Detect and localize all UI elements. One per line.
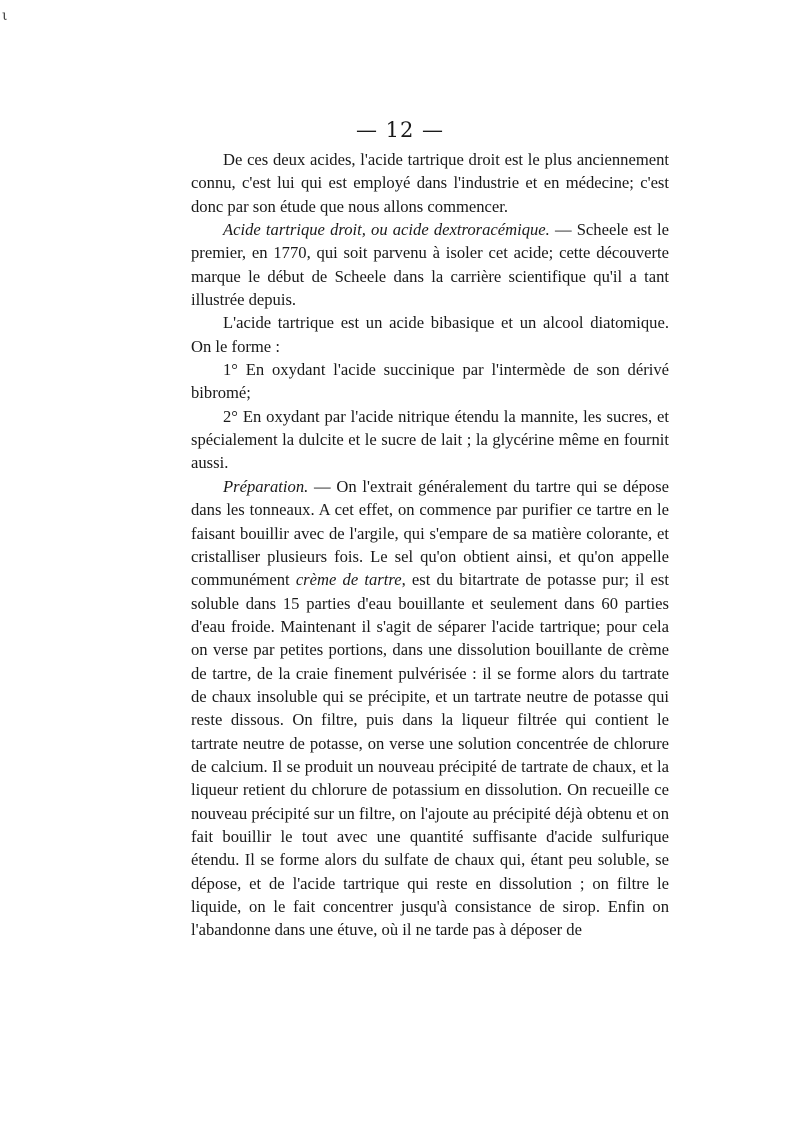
paragraph-2 bbox=[191, 218, 669, 311]
corner-mark: ι bbox=[2, 8, 8, 24]
section-heading-acide-tartrique: Acide tartrique droit, ou acide dextroracémique. bbox=[223, 220, 550, 240]
paragraph-6-part-b: , est du bitartrate de potasse pur; il est soluble dans 15 parties d'eau bouillante et seulement dans 60 parties d'eau froide. Maintenant il s'agit de séparer l'acide tartrique; pour cela on verse par petites portions, dans une dissolution bouillante de crème de tartre, de la craie finement pulvérisée : il se forme alors du tartrate de chaux insoluble qui se précipite, et un tartrate neutre de potasse qui reste dissous. On filtre, puis dans la liqueur filtrée qui contient le tartrate neutre de potasse, on verse une solution concentrée de chlorure de calcium. Il se produit un nouveau précipité de tartrate de chaux, et la liqueur retient du chlorure de potassium en dissolution. On recueille ce nouveau précipité sur un filtre, on l'ajoute au précipité déjà obtenu et on fait bouillir le tout avec une quantité suffisante d'acide sulfurique étendu. Il se forme alors du sulfate de chaux qui, étant peu soluble, se dépose, et de l'acide tartrique qui reste en dissolution ; on filtre le liquide, on le fait concentrer jusqu'à consistance de sirop. Enfin on l'abandonne dans une étuve, où il ne tarde pas à déposer de bbox=[191, 570, 669, 940]
paragraph-6-part-a: — On l'extrait généralement du tartre qui se dépose dans les tonneaux. A cet effet, on commence par purifier ce tartre en le faisant bouillir avec de l'argile, qui s'empare de sa matière colorante, et cristalliser plusieurs fois. Le sel qu'on obtient ainsi, et qu'on appelle communément bbox=[191, 476, 669, 590]
paragraph-2-body: — Scheele est le premier, en 1770, qui soit parvenu à isoler cet acide; cette découverte marque le début de Scheele dans la carrière scientifique qu'il a tant illustrée depuis. bbox=[191, 220, 669, 310]
page-number: — 12 — bbox=[355, 118, 445, 142]
section-heading-preparation: Préparation. bbox=[223, 476, 309, 496]
paragraph-6 bbox=[191, 475, 669, 942]
body-text bbox=[191, 148, 669, 942]
term-creme-de-tartre: crème de tartre bbox=[295, 570, 402, 590]
paragraph-5: 2° En oxydant par l'acide nitrique étendu la mannite, les sucres, et spécialement la dulcite et le sucre de lait ; la glycérine même en fournit aussi. bbox=[191, 406, 669, 473]
paragraph-4: 1° En oxydant l'acide succinique par l'intermède de son dérivé bibromé; bbox=[191, 360, 669, 403]
paragraph-1: De ces deux acides, l'acide tartrique droit est le plus anciennement connu, c'est lui qui est employé dans l'industrie et en médecine; c'est donc par son étude que nous allons commencer. bbox=[191, 150, 669, 216]
paragraph-3: L'acide tartrique est un acide bibasique et un alcool diatomique. On le forme : bbox=[191, 313, 669, 356]
